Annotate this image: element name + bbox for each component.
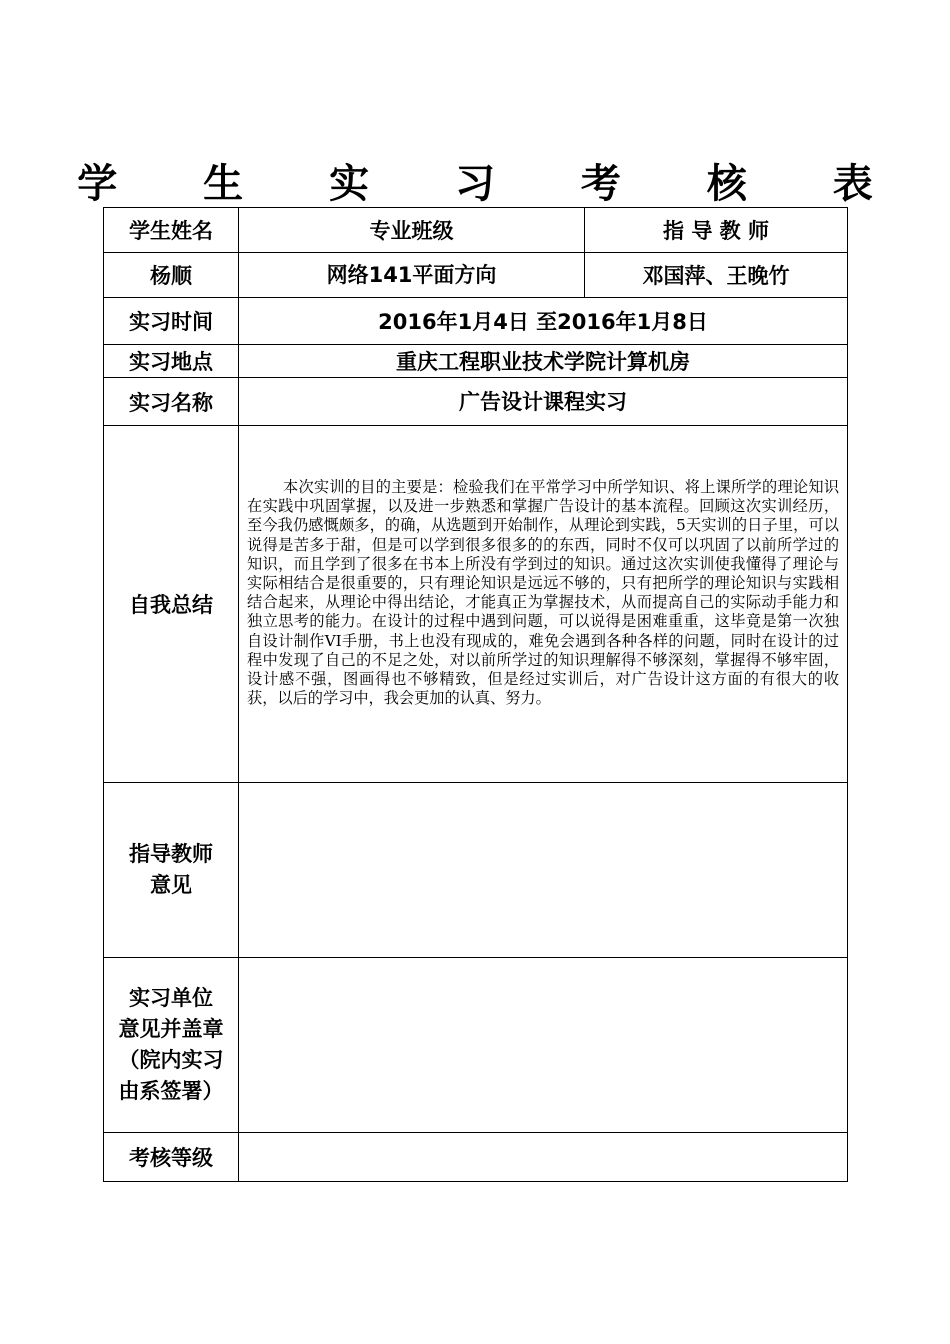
unit-opinion-label xyxy=(104,958,239,1133)
internship-name-value: 广告设计课程实习 xyxy=(239,378,848,426)
assessment-table xyxy=(103,207,848,1182)
grade-row xyxy=(104,1133,848,1182)
name-row xyxy=(104,378,848,426)
student-name-label: 学生姓名 xyxy=(104,208,239,253)
advisor-opinion-value[interactable] xyxy=(239,783,848,958)
page-title: 学 生 实 习 考 核 表 xyxy=(77,161,909,207)
unit-opinion-label-line4: 由系签署） xyxy=(118,1079,224,1103)
grade-value[interactable] xyxy=(239,1133,848,1182)
header-row xyxy=(104,208,848,253)
place-row xyxy=(104,345,848,378)
unit-opinion-label-line3: （院内实习 xyxy=(118,1048,224,1072)
internship-place-value: 重庆工程职业技术学院计算机房 xyxy=(239,345,848,378)
self-summary-cell xyxy=(239,426,848,783)
unit-opinion-label-line1: 实习单位 xyxy=(129,986,213,1010)
unit-opinion-label-line2: 意见并盖章 xyxy=(118,1017,224,1041)
advisor-opinion-row xyxy=(104,783,848,958)
student-row xyxy=(104,253,848,298)
advisor-opinion-label-line2: 意见 xyxy=(150,873,192,897)
major-class-value: 网络141平面方向 xyxy=(239,253,585,298)
advisor-opinion-label xyxy=(104,783,239,958)
self-summary-text: 本次实训的目的主要是：检验我们在平常学习中所学知识、将上课所学的理论知识在实践中巩固掌握，以及进一步熟悉和掌握广告设计的基本流程。回顾这次实训经历，至今我仍感慨颇多，的确，从选题到开始制作，从理论到实践，5天实训的日子里，可以说得是苦多于甜，但是可以学到很多很多的的东西，同时不仅可以巩固了以前所学过的知识，而且学到了很多在书本上所没有学到过的知识。通过这次实训使我懂得了理论与实际相结合是很重要的，只有理论知识是远远不够的，只有把所学的理论知识与实践相结合起来，从理论中得出结论，才能真正为掌握技术，从而提高自己的实际动手能力和独立思考的能力。在设计的过程中遇到问题，可以说得是困难重重，这毕竟是第一次独自设计制作VI手册，书上也没有现成的，难免会遇到各种各样的问题，同时在设计的过程中发现了自己的不足之处，对以前所学过的知识理解得不够深刻，掌握得不够牢固，设计感不强，图画得也不够精致，但是经过实训后，对广告设计这方面的有很大的收获，以后的学习中，我会更加的认真、努力。 xyxy=(247,478,839,708)
time-row xyxy=(104,298,848,345)
unit-opinion-row xyxy=(104,958,848,1133)
internship-time-label: 实习时间 xyxy=(104,298,239,345)
major-class-label: 专业班级 xyxy=(239,208,585,253)
unit-opinion-value[interactable] xyxy=(239,958,848,1133)
advisor-label: 指 导 教 师 xyxy=(585,208,848,253)
summary-row xyxy=(104,426,848,783)
advisors-value: 邓国萍、王晚竹 xyxy=(585,253,848,298)
internship-time-value: 2016年1月4日 至2016年1月8日 xyxy=(239,298,848,345)
advisor-opinion-label-line1: 指导教师 xyxy=(129,842,213,866)
self-summary-label: 自我总结 xyxy=(104,426,239,783)
grade-label: 考核等级 xyxy=(104,1133,239,1182)
student-name-value: 杨顺 xyxy=(104,253,239,298)
internship-place-label: 实习地点 xyxy=(104,345,239,378)
internship-name-label: 实习名称 xyxy=(104,378,239,426)
